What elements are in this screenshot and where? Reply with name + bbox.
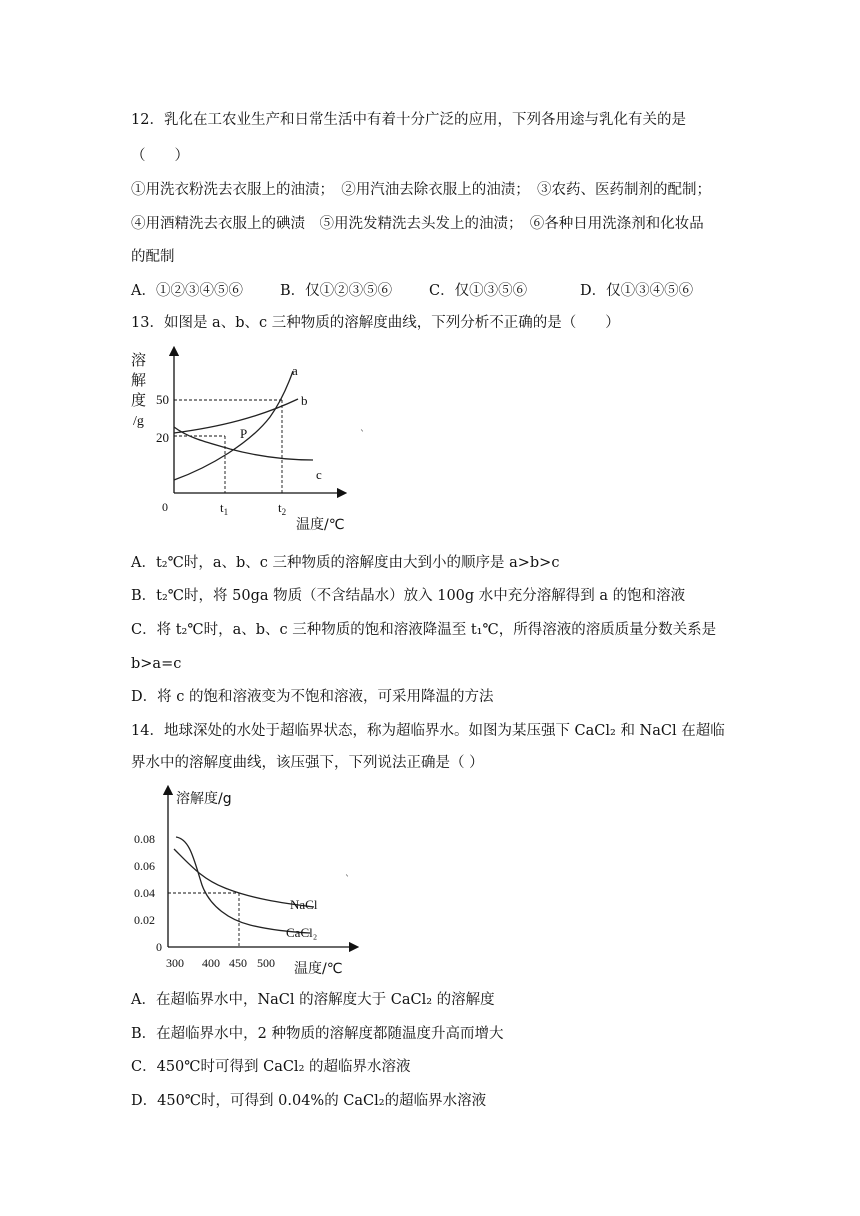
q14-option-b: B．在超临界水中，2 种物质的溶解度都随温度升高而增大 bbox=[131, 1026, 504, 1042]
q13-ylabel-4: /g bbox=[133, 414, 144, 429]
q13-curve-b bbox=[174, 399, 298, 433]
q14-stem-line1: 14．地球深处的水处于超临界状态，称为超临界水。如图为某压强下 CaCl₂ 和 NaCl 在超临 bbox=[131, 723, 725, 739]
q12-items-line1: ①用洗衣粉洗去衣服上的油渍； ②用汽油去除衣服上的油渍； ③农药、医药制剂的配制； bbox=[131, 182, 711, 198]
q12-option-c: C．仅①③⑤⑥ bbox=[429, 283, 528, 299]
q14-label-nacl: NaCl bbox=[290, 897, 318, 912]
q14-label-cacl2: CaCl₂ bbox=[286, 925, 318, 940]
q14-xtick-500: 500 bbox=[257, 956, 275, 970]
q14-ytick-004: 0.04 bbox=[134, 886, 155, 900]
q14-curve-cacl2 bbox=[176, 837, 310, 933]
q13-label-b: b bbox=[301, 393, 308, 408]
q13-ylabel-3: 度 bbox=[131, 391, 147, 409]
q13-option-a: A．t₂℃时，a、b、c 三种物质的溶解度由大到小的顺序是 a>b>c bbox=[131, 555, 560, 571]
q13-option-c-line1: C．将 t₂℃时，a、b、c 三种物质的饱和溶液降温至 t₁℃，所得溶液的溶质质量分数关系是 bbox=[131, 622, 717, 638]
q13-ylabel-2: 解 bbox=[131, 371, 147, 389]
q14-ylabel: 溶解度/g bbox=[176, 791, 232, 807]
q13-solubility-chart bbox=[120, 345, 360, 535]
q13-point-p: P bbox=[240, 426, 248, 441]
q13-stray-mark: ` bbox=[360, 430, 365, 441]
q13-option-d: D．将 c 的饱和溶液变为不饱和溶液，可采用降温的方法 bbox=[131, 689, 494, 705]
q14-xlabel: 温度/℃ bbox=[294, 961, 343, 977]
q13-xtick-t2: $t_2$ bbox=[278, 500, 287, 517]
q14-xtick-300: 300 bbox=[166, 956, 184, 970]
q13-stem: 13．如图是 a、b、c 三种物质的溶解度曲线，下列分析不正确的是（ ） bbox=[131, 315, 620, 331]
q12-option-d: D．仅①③④⑤⑥ bbox=[580, 283, 694, 299]
q14-solubility-chart bbox=[130, 785, 370, 985]
q13-label-c: c bbox=[316, 467, 322, 482]
q13-xtick-t1: $t_1$ bbox=[220, 500, 229, 517]
q14-option-c: C．450℃时可得到 CaCl₂ 的超临界水溶液 bbox=[131, 1059, 411, 1075]
q13-curve-a bbox=[174, 371, 293, 480]
q14-stray-mark: ` bbox=[345, 875, 350, 886]
q13-option-c-line2: b>a=c bbox=[131, 656, 182, 672]
q13-label-a: a bbox=[292, 363, 298, 378]
q12-stem-line2: （ ） bbox=[131, 148, 189, 164]
q14-xtick-450: 450 bbox=[229, 956, 247, 970]
q12-option-a: A．①②③④⑤⑥ bbox=[131, 283, 243, 299]
q12-stem-line1: 12．乳化在工农业生产和日常生活中有着十分广泛的应用，下列各用途与乳化有关的是 bbox=[131, 112, 686, 128]
q13-ylabel-1: 溶 bbox=[131, 351, 147, 369]
q14-ytick-006: 0.06 bbox=[134, 859, 155, 873]
q14-ytick-002: 0.02 bbox=[134, 913, 155, 927]
q13-ytick-20: 20 bbox=[156, 430, 169, 445]
q13-ytick-50: 50 bbox=[156, 392, 169, 407]
q14-option-a: A．在超临界水中，NaCl 的溶解度大于 CaCl₂ 的溶解度 bbox=[131, 992, 495, 1008]
q14-stem-line2: 界水中的溶解度曲线，该压强下，下列说法正确是（ ） bbox=[131, 755, 484, 771]
q14-xtick-400: 400 bbox=[202, 956, 220, 970]
q14-ytick-008: 0.08 bbox=[134, 832, 155, 846]
q13-xlabel: 温度/℃ bbox=[296, 517, 345, 533]
q13-xtick-0: 0 bbox=[162, 500, 168, 514]
q12-items-line3: 的配制 bbox=[131, 249, 175, 265]
q12-option-b: B．仅①②③⑤⑥ bbox=[280, 283, 393, 299]
q13-option-b: B．t₂℃时，将 50ga 物质（不含结晶水）放入 100g 水中充分溶解得到 a 的饱和溶液 bbox=[131, 588, 686, 604]
q14-ytick-0: 0 bbox=[156, 940, 162, 954]
q14-option-d: D．450℃时，可得到 0.04%的 CaCl₂的超临界水溶液 bbox=[131, 1093, 487, 1109]
q12-items-line2: ④用酒精洗去衣服上的碘渍 ⑤用洗发精洗去头发上的油渍； ⑥各种日用洗涤剂和化妆品 bbox=[131, 216, 704, 232]
